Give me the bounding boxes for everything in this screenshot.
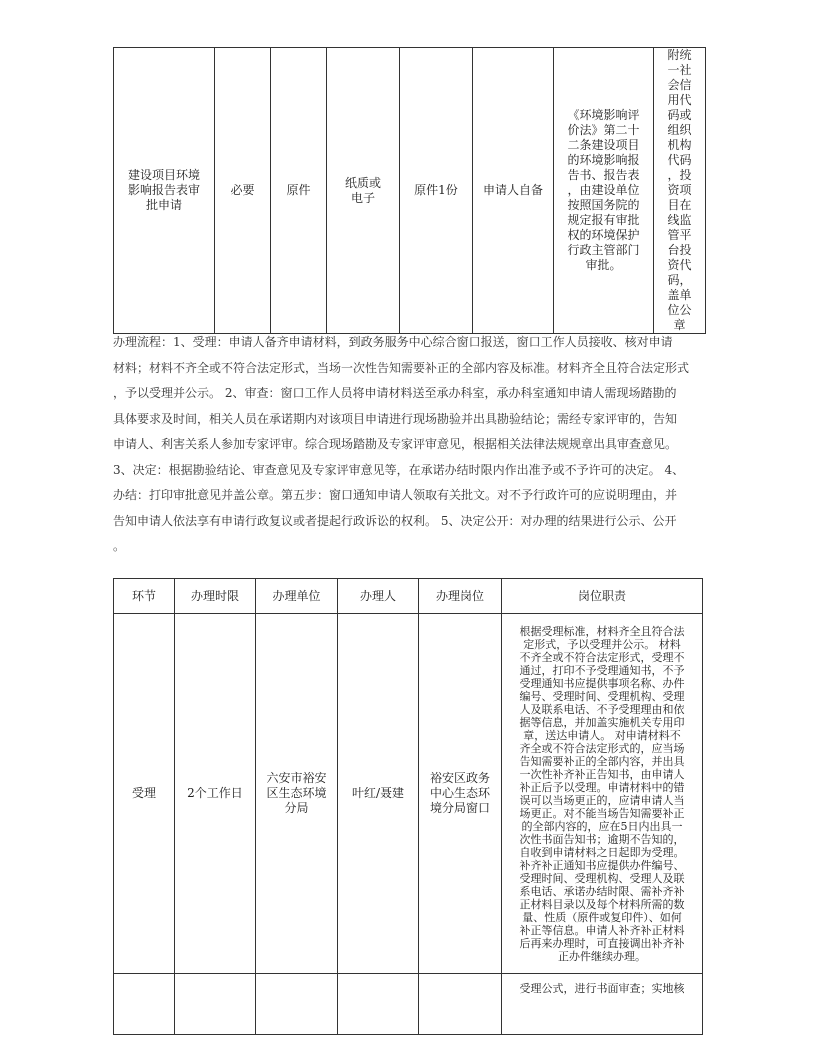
step-cell [114, 974, 175, 1035]
process-line: ，予以受理并公示。 2、审查：窗口工作人员将申请材料送至承办科室，承办科室通知申请人需现场踏勘的 [113, 386, 677, 400]
process-line: 申请人、利害关系人参加专家评审。综合现场踏勘及专家评审意见，根据相关法律法规规章出具审查意见。 [113, 437, 678, 451]
materials-table [113, 47, 706, 334]
post-cell: 裕安区政务 中心生态环 境分局窗口 [419, 614, 502, 974]
header-step: 环节 [114, 579, 175, 614]
steps-table [113, 578, 703, 1035]
material-name-cell: 建设项目环境 影响报告表审 批申请 [114, 48, 215, 334]
process-line: 办理流程：1、受理：申请人备齐申请材料，到政务服务中心综合窗口报送，窗口工作人员接收、核对申请 [113, 335, 673, 349]
material-required-cell: 必要 [215, 48, 271, 334]
process-line: 3、决定：根据勘验结论、审查意见及专家评审意见等，在承诺办结时限内作出准予或不予许可的决定。 4、 [113, 462, 685, 477]
header-duty: 岗位职责 [502, 579, 703, 614]
material-source-cell: 申请人自备 [473, 48, 554, 334]
process-description [113, 330, 703, 560]
material-row [114, 48, 706, 334]
header-time-limit: 办理时限 [175, 579, 256, 614]
material-type-cell: 原件 [271, 48, 327, 334]
header-unit: 办理单位 [256, 579, 338, 614]
header-person: 办理人 [338, 579, 419, 614]
process-line: 告知申请人依法享有申请行政复议或者提起行政诉讼的权利。 5、决定公开：对办理的结果进行公示、公开 [113, 513, 677, 528]
process-line: 办结：打印审批意见并盖公章。第五步：窗口通知申请人领取有关批文。对不予行政许可的应说明理由，并 [113, 488, 678, 502]
duty-cell: 受理公式，进行书面审查；实地核 [502, 974, 703, 1035]
material-remark-cell: 附统 一社 会信 用代 码或 组织 机构 代码 ，投 资项 目在 线监 管平 台投 资代 码， 盖单 位公 章 [654, 48, 706, 334]
process-line: 。 [113, 539, 126, 553]
steps-row-review [114, 974, 703, 1035]
steps-header-row [114, 579, 703, 614]
post-cell [419, 974, 502, 1035]
unit-cell [256, 974, 338, 1035]
process-line: 材料；材料不齐全或不符合法定形式，当场一次性告知需要补正的全部内容及标准。材料齐全且符合法定形式 [113, 360, 690, 375]
process-line: 具体要求及时间，相关人员在承诺期内对该项目申请进行现场勘验并出具勘验结论；需经专家评审的，告知 [113, 411, 678, 426]
person-cell: 叶红/聂建 [338, 614, 419, 974]
step-cell: 受理 [114, 614, 175, 974]
duty-cell: 根据受理标准，材料齐全且符合法 定形式，予以受理并公示。 材料 不齐全或不符合法定形式，受理不 通过，打印不予受理通知书，不予 受理通知书应提供事项名称、办件 编号、受理时间、受理机构、受理 人及联系电话、不予受理理由和依 据等信息，并加盖实施机关专用印 章，送达申请人。 对申请材料不 齐全或不符合法定形式的，应当场 告知需要补正的全部内容，并出具 一次性补齐补正告知书，由申请人 补正后予以受理。申请材料中的错 误可以当场更正的，应请申请人当 场更正。对不能当场告知需要补正 的全部内容的，应在5日内出具一 次性书面告知书；逾期不告知的， 自收到申请材料之日起即为受理。 补齐补正通知书应提供办件编号、 受理时间、受理机构、受理人及联 系电话、承诺办结时限、需补齐补 正材料目录以及每个材料所需的数 量、性质（原件或复印件）、如何 补正等信息。申请人补齐补正材料 后再来办理时，可直接调出补齐补 正办件继续办理。 [502, 614, 703, 974]
person-cell [338, 974, 419, 1035]
unit-cell: 六安市裕安 区生态环境 分局 [256, 614, 338, 974]
material-basis-cell: 《环境影响评 价法》第二十 二条建设项目 的环境影响报 告书、报告表 ，由建设单位 按照国务院的 规定报有审批 权的环境保护 行政主管部门 审批。 [554, 48, 654, 334]
header-post: 办理岗位 [419, 579, 502, 614]
material-form-cell: 纸质或 电子 [327, 48, 400, 334]
time-limit-cell: 2个工作日 [175, 614, 256, 974]
steps-row-accept [114, 614, 703, 974]
time-limit-cell [175, 974, 256, 1035]
material-copies-cell: 原件1份 [400, 48, 473, 334]
